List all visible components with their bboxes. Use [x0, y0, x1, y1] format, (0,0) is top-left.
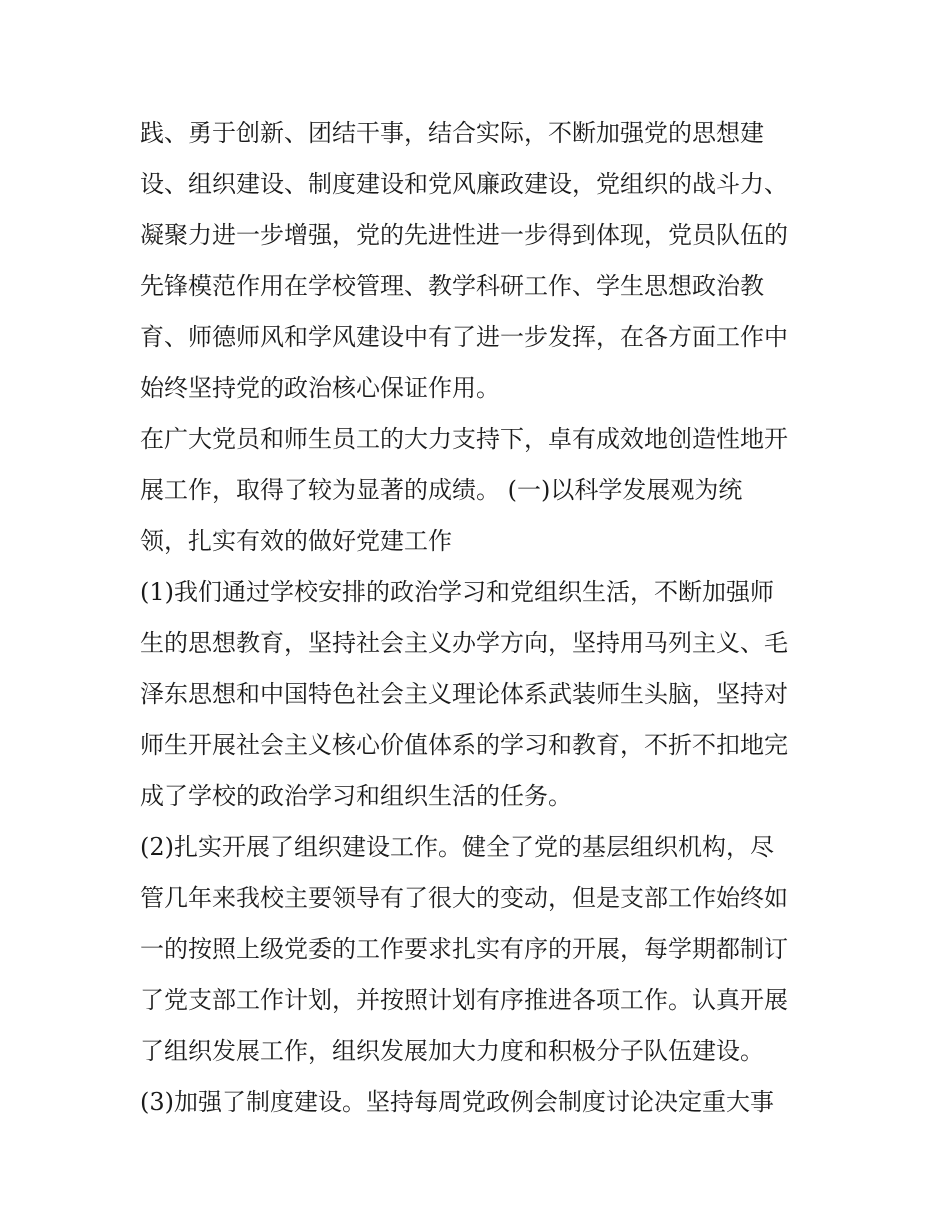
text-line: 践、勇于创新、团结干事，结合实际，不断加强党的思想建: [140, 119, 764, 147]
text-line: 育、师德师风和学风建设中有了进一步发挥，在各方面工作中: [140, 323, 788, 351]
text-line: 成了学校的政治学习和组织生活的任务。: [140, 782, 572, 810]
text-line: (1)我们通过学校安排的政治学习和党组织生活，不断加强师: [140, 578, 774, 606]
text-line: 展工作，取得了较为显著的成绩。 (一)以科学发展观为统: [140, 476, 743, 504]
text-line: 了组织发展工作，组织发展加大力度和积极分子队伍建设。: [140, 1037, 764, 1065]
document-body: [140, 108, 820, 1128]
text-line: 在广大党员和师生员工的大力支持下，卓有成效地创造性地开: [140, 425, 788, 453]
text-line: 泽东思想和中国特色社会主义理论体系武装师生头脑，坚持对: [140, 680, 788, 708]
text-line: 一的按照上级党委的工作要求扎实有序的开展，每学期都制订: [140, 935, 788, 963]
text-line: (3)加强了制度建设。坚持每周党政例会制度讨论决定重大事: [140, 1088, 774, 1116]
text-line: 设、组织建设、制度建设和党风廉政建设，党组织的战斗力、: [140, 170, 788, 198]
text-line: 始终坚持党的政治核心保证作用。: [140, 374, 500, 402]
text-line: 凝聚力进一步增强，党的先进性进一步得到体现，党员队伍的: [140, 221, 788, 249]
text-line: 了党支部工作计划，并按照计划有序推进各项工作。认真开展: [140, 986, 788, 1014]
text-line: 生的思想教育，坚持社会主义办学方向，坚持用马列主义、毛: [140, 629, 788, 657]
text-line: 管几年来我校主要领导有了很大的变动，但是支部工作始终如: [140, 884, 788, 912]
text-line: 领，扎实有效的做好党建工作: [140, 527, 452, 555]
text-line: (2)扎实开展了组织建设工作。健全了党的基层组织机构，尽: [140, 833, 774, 861]
text-line: 先锋模范作用在学校管理、教学科研工作、学生思想政治教: [140, 272, 764, 300]
text-line: 师生开展社会主义核心价值体系的学习和教育，不折不扣地完: [140, 731, 788, 759]
